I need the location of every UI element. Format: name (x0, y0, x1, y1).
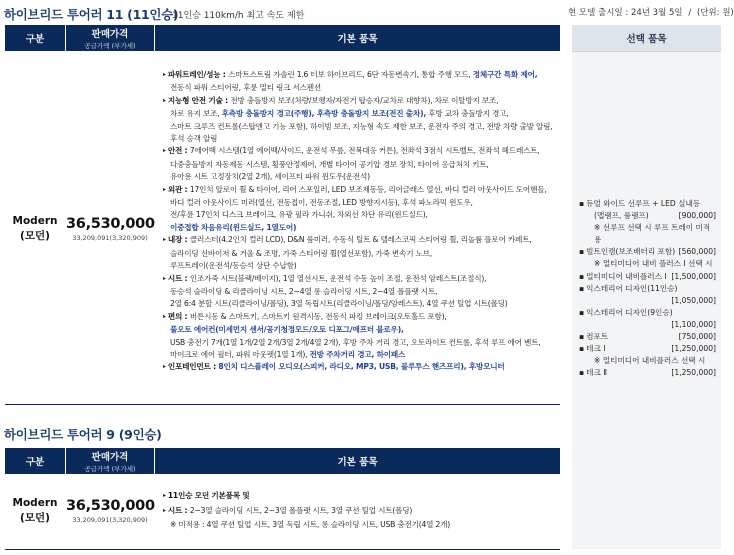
option-item: ▪ 테크 Ⅱ [1,250,000] (578, 367, 716, 379)
unit-text: (단위: 원) (696, 8, 734, 18)
header-options: 선택 품목 (572, 25, 721, 51)
basic-features: ▸ 파워트레인/성능 : 스마트스트림 가솔린 1.6 터보 하이브리드, 6단 자동변속기, 통합 주행 모드, 정체구간 특화 제어, 전동식 파워 스티어링, 후륜 멀티 링크 서스펜션 ▸ 지능형 안전 기술 : 전방 충돌방지 보조(차량/보행자/자전거 탑승자/교차로 대향차), 차로 이탈방지 보조, 차로 유지 보조, 후측방 충돌방지 경고(주행), 후측방 충돌방지 보조(전진 출차), 후방 교차 충돌방지 경고, 스마트 크루즈 컨트롤(스탑앤고 기능 포함), 하이빔 보조, 지능형 속도 제한 보조, 운전자 주의 경고, 전방 차량 출발 알림, 후석 승객 알림 ▸ 안전 : 7에어백 시스템(1열 에어백/사이드, 운전석 무릎, 전복대응 커튼), 전좌석 3점식 시트벨트, 전좌석 헤드레스트, 다중충돌방지 자동제동 시스템, 횡풍안정제어, 개별 타이어 공기압 경보 장치, 타이어 응급처치 키트, 유아용 시트 고정장치(2열 2개), 세이프티 파워 윈도우(운전석) ▸ 외관 : 17인치 알로이 휠 & 타이어, 리어 스포일러, LED 보조제동등, 리어글래스 열선, 바디 컬러 아웃사이드 도어핸들, 바디 컬러 아웃사이드 미러(열선, 전동접이, 전동조절, LED 방향지시등), 후석 파노라믹 윈도우, 전/후륜 17인치 디스크 브레이크, 유광 필라 가니쉬, 차외선 차단 유리(윈드실드), 이중접합 차음유리(윈드실드, 1열도어) ▸ 내장 : 클러스터(4.2인치 컬러 LCD), D&N 룸미러, 수동식 틸트 & 텔레스코픽 스티어링 휠, 리놀륨 플로어 카페트, 슬라이딩 선바이저 & 거울 & 조명, 가죽 스티어링 휠(열선포함), 가죽 변속기 노브, 루프트레이(운전석/동승석 상단 수납함) ▸ 시트 : 인조가죽 시트(블랙/베이지), 1열 열선시트, 운전석 수동 높이 조절, 운전석 암레스트(조절식), 동승석 슬라이딩 & 리클라이닝 시트, 2~4열 롱 슬라이딩 시트, 2~4열 폴플랫 시트, 2열 6:4 분할 시트(리클라이닝/폴딩), 3열 독립시트(리클라이닝/폴딩/암레스트), 4열 쿠션 틸업 시트(폴딩) ▸ 편의 : 버튼시동 & 스마트키, 스마트키 원격시동, 전동식 파킹 브레이크(오토홀드 포함), 풀오토 에어컨(미세먼지 센서/공기청정모드/오토 디포그/애프터 블로우), USB 충전기 7개(1열 1개/2열 2개/3열 2개/4열 2개), 후방 주차 거리 경고, 오토라이트 컨트롤, 후석 루프 에어 벤트, 마이크로 에어 필터, 파워 아웃렛(1열 1개), 전방 주차거리 경고, 하이패스 ▸ 인포테인먼트 : 8인치 디스플레이 오디오(스피커, 라디오, MP3, USB, 블루투스 핸즈프리), 후방모니터 (162, 69, 562, 375)
header-trim: 구분 (5, 25, 65, 51)
option-item: ▪ 테크 Ⅰ [1,250,000] (578, 343, 716, 355)
section1-bottom-border (5, 404, 560, 405)
option-note: ※ 멀티미디어 내비 플러스 Ⅰ 선택 시 (594, 259, 713, 269)
price-value: 36,530,000 (66, 216, 155, 232)
header-basic-items: 기본 품목 (155, 25, 560, 51)
basic-features-2: ▸ 11인승 모던 기본품목 및 ▸ 시트 : 2~3열 슬라이딩 시트, 2~3열 폴플랫 시트, 3열 쿠션 틸업 시트(폴딩) ※ 미적용 : 4열 쿠션 틸업 시트, 3열 독립 시트, 롱 슬라이딩 시트, USB 충전기(4열 2개) (162, 490, 562, 531)
option-item: ▪ 컴포트 [750,000] (578, 331, 716, 343)
price2-cell (66, 498, 154, 524)
speed-limit-note: 11인승 110km/h 최고 속도 제한 (172, 11, 305, 21)
header2-price: 판매가격 공급가액 (부가세) (66, 448, 154, 474)
release-text: 현 모델 출시일 : 24년 3월 5일 (568, 8, 683, 18)
option-note: ※ 멀티미디어 내비플러스 선택 시 (594, 356, 706, 366)
option-item: ▪ 익스테리어 디자인(11인승) [1,050,000] (578, 283, 716, 307)
header2-trim: 구분 (5, 448, 65, 474)
header-price: 판매가격 공급가액 (부가세) (66, 25, 154, 51)
price2-supply: 33,209,091(3,320,909) (72, 516, 148, 524)
option-item: ▪ 익스테리어 디자인(9인승) [1,100,000] (578, 307, 716, 331)
trim2-name: Modern (모던) (12, 497, 58, 524)
section2-title: 하이브리드 투어러 9 (9인승) (4, 427, 162, 442)
option-item: ▪ 빌트인캠(보조배터리 포함) [560,000] (578, 246, 716, 258)
price2-value: 36,530,000 (66, 498, 155, 514)
section2-bottom-border (5, 549, 560, 550)
option-item: ▪ 듀얼 와이드 선루프 + LED 실내등 (맵램프, 룸램프) [900,000] ※ 선루프 선택 시 루프 트레이 미적용 (578, 198, 716, 246)
option-list (578, 198, 716, 379)
price-supply: 33,209,091(3,320,909) (72, 234, 148, 242)
price-cell (66, 216, 154, 242)
release-date: 현 모델 출시일 : 24년 3월 5일 / (단위: 원) (568, 8, 734, 18)
section1-title: 하이브리드 투어러 11 (11인승) (4, 7, 179, 22)
trim-name: Modern (모던) (12, 215, 58, 242)
option-item: ▪ 멀티미디어 내비플러스 Ⅰ [1,500,000] (578, 271, 716, 283)
header2-basic-items: 기본 품목 (155, 448, 560, 474)
